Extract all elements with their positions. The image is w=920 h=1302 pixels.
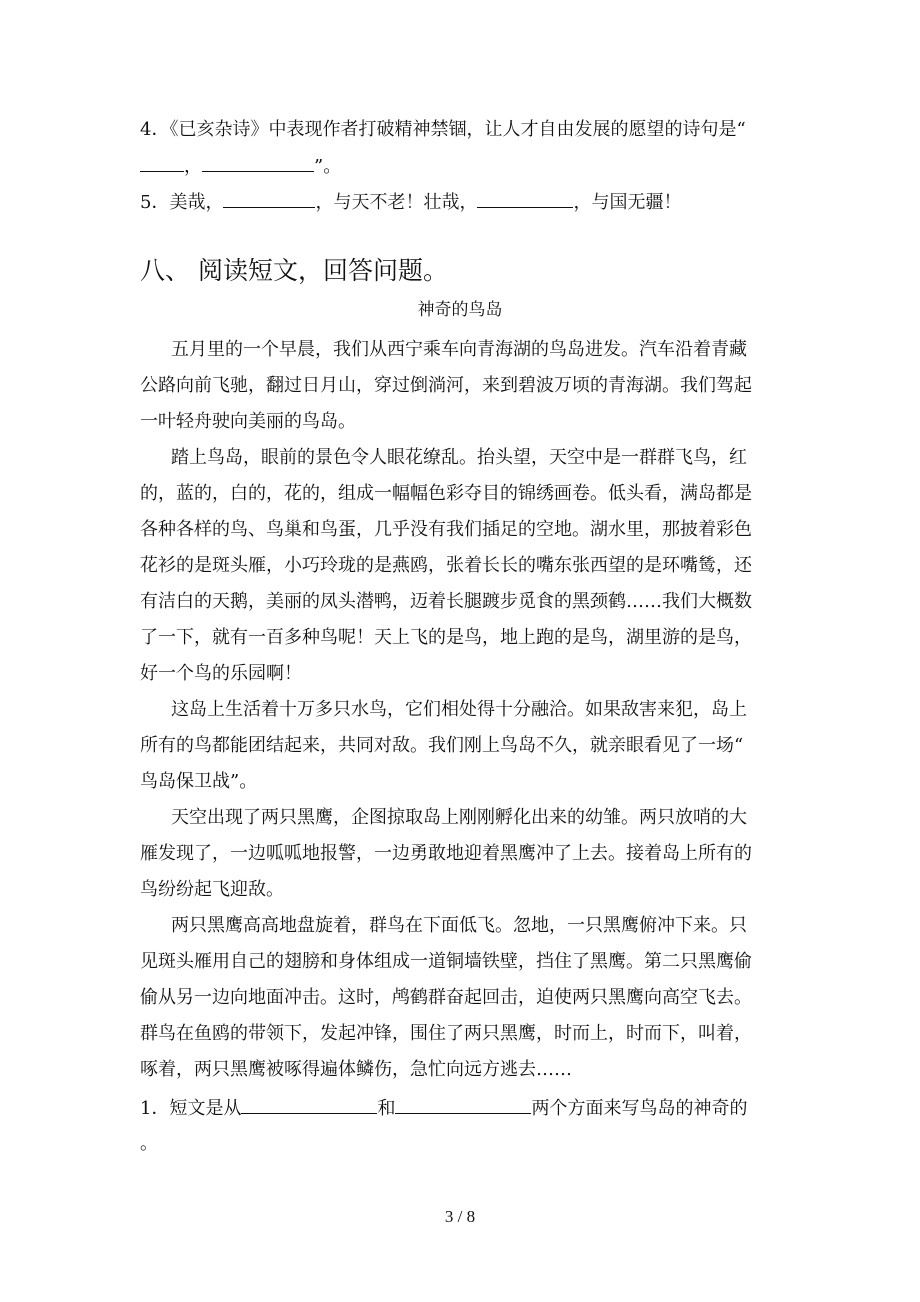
page-number: 3 / 8 bbox=[444, 1207, 476, 1226]
article-line: 花衫的是斑头雁，小巧玲珑的是燕鸥，张着长长的嘴东张西望的是环嘴鸶，还 bbox=[140, 555, 752, 576]
article-line: 天空出现了两只黑鹰，企图掠取岛上刚刚孵化出来的幼雏。两只放哨的大 bbox=[171, 807, 747, 828]
article-line: 各种各样的鸟、鸟巢和鸟蛋，几乎没有我们插足的空地。湖水里，那披着彩色 bbox=[140, 519, 752, 540]
answer-blank[interactable] bbox=[395, 1096, 531, 1114]
article-line: 鸟岛保卫战”。 bbox=[140, 771, 258, 792]
article-title: 神奇的鸟岛 bbox=[417, 300, 503, 320]
article-line: 两只黑鹰高高地盘旋着，群鸟在下面低飞。忽地，一只黑鹰俯冲下来。只 bbox=[171, 915, 747, 936]
article-line: 偷从另一边向地面冲击。这时，鸬鹤群奋起回击，迫使两只黑鹰向高空飞去。 bbox=[140, 987, 752, 1008]
question-5: 5．美哉， ，与天不老！壮哉， ，与国无疆！ bbox=[140, 192, 682, 213]
article-line: 啄着，两只黑鹰被啄得遍体鳞伤，急忙向远方逃去…… bbox=[140, 1059, 572, 1080]
article-line: 有洁白的天鹅，美丽的凤头潜鸭，迈着长腿踱步觅食的黑颈鹤……我们大概数 bbox=[140, 591, 752, 612]
article-line: 的，蓝的，白的，花的，组成一幅幅色彩夺目的锦绣画卷。低头看，满岛都是 bbox=[140, 483, 752, 504]
article-line: 鸟纷纷起飞迎敌。 bbox=[140, 879, 284, 900]
answer-blank[interactable] bbox=[202, 154, 314, 172]
question-1-end: 。 bbox=[140, 1133, 158, 1154]
question-4-line-2: ， ”。 bbox=[140, 154, 341, 179]
article-line: 一叶轻舟驶向美丽的鸟岛。 bbox=[140, 411, 356, 432]
article-line: 了一下，就有一百多种鸟呢！天上飞的是鸟，地上跑的是鸟，湖里游的是鸟， bbox=[140, 627, 752, 648]
article-line: 五月里的一个早晨，我们从西宁乘车向青海湖的鸟岛进发。汽车沿着青藏 bbox=[171, 339, 747, 360]
article-line: 见斑头雁用自己的翅膀和身体组成一道铜墙铁壁，挡住了黑鹰。第二只黑鹰偷 bbox=[140, 951, 752, 972]
article-line: 这岛上生活着十万多只水鸟，它们相处得十分融洽。如果敌害来犯，岛上 bbox=[171, 699, 747, 720]
article-line: 群鸟在鱼鸥的带领下，发起冲锋，围住了两只黑鹰，时而上，时而下，叫着， bbox=[140, 1023, 752, 1044]
article-line: 好一个鸟的乐园啊！ bbox=[140, 663, 302, 684]
answer-blank[interactable] bbox=[477, 190, 573, 208]
question-1: 1．短文是从 和 两个方面来写鸟岛的神奇的 bbox=[140, 1098, 748, 1119]
answer-blank[interactable] bbox=[223, 190, 315, 208]
article-line: 公路向前飞驰，翻过日月山，穿过倒淌河，来到碧波万顷的青海湖。我们驾起 bbox=[140, 375, 752, 396]
question-4-line-1: 4．《已亥杂诗》中表现作者打破精神禁锢，让人才自由发展的愿望的诗句是“ bbox=[140, 119, 746, 140]
article-line: 所有的鸟都能团结起来，共同对敌。我们刚上鸟岛不久，就亲眼看见了一场“ bbox=[140, 735, 744, 756]
section-heading: 八、 阅读短文，回答问题。 bbox=[140, 256, 448, 285]
article-line: 雁发现了，一边呱呱地报警，一边勇敢地迎着黑鹰冲了上去。接着岛上所有的 bbox=[140, 843, 752, 864]
article-line: 踏上鸟岛，眼前的景色令人眼花缭乱。抬头望，天空中是一群群飞鸟，红 bbox=[171, 447, 747, 468]
answer-blank[interactable] bbox=[140, 154, 184, 172]
answer-blank[interactable] bbox=[241, 1096, 377, 1114]
